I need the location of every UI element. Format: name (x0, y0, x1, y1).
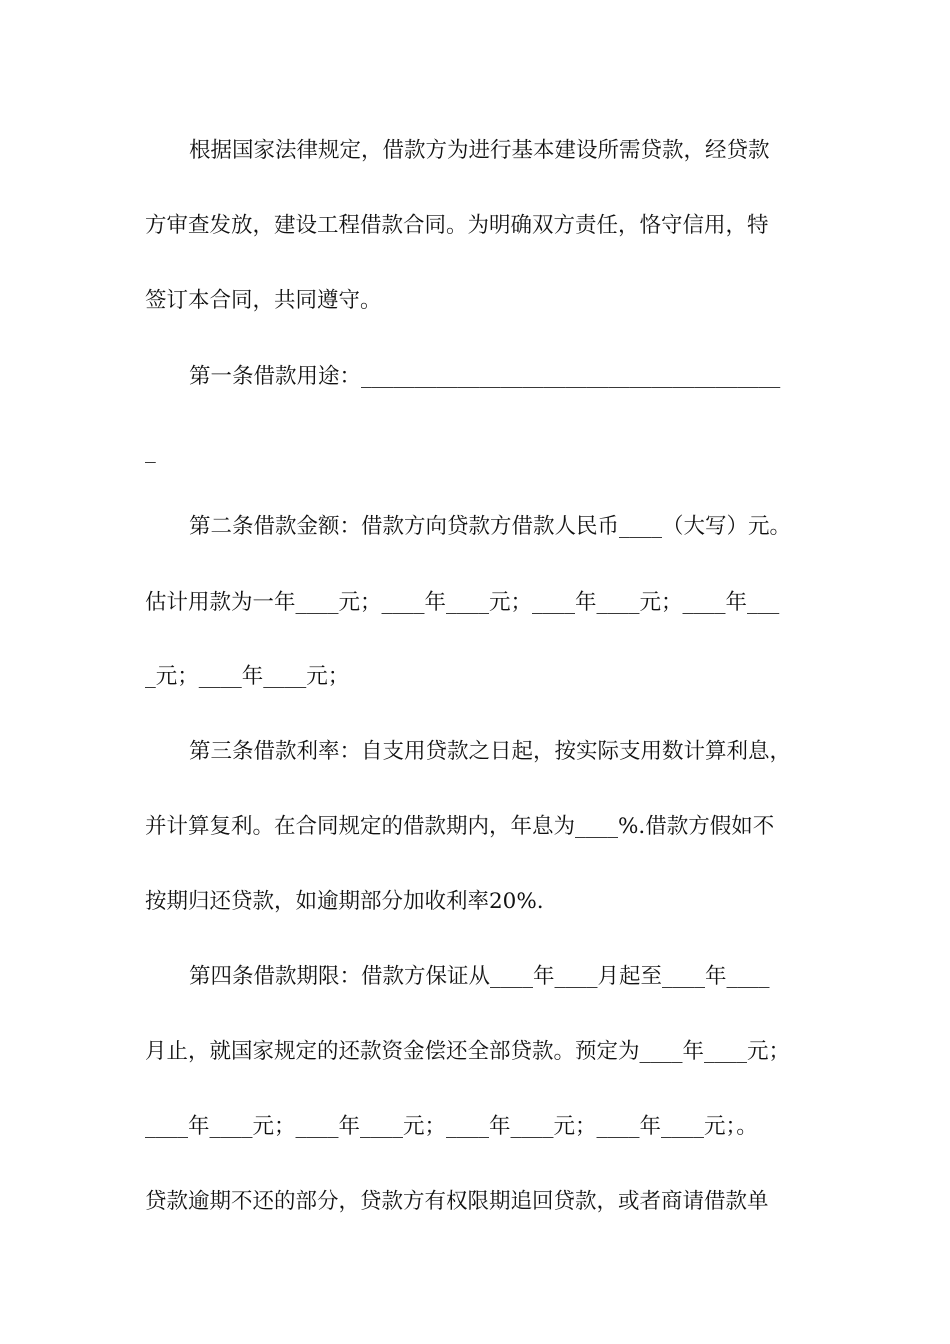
paragraph-intro-line-3: 签订本合同，共同遵守。 (145, 288, 382, 313)
article-4-line-4: 贷款逾期不还的部分，贷款方有权限期追回贷款，或者商请借款单 (145, 1189, 769, 1214)
article-2-line-3: _元；____年____元； (145, 664, 350, 689)
article-3-line-2: 并计算复利。在合同规定的借款期内，年息为____%.借款方假如不 (145, 814, 775, 839)
article-1-line-2: _ (145, 439, 156, 464)
paragraph-intro-line-2: 方审查发放，建设工程借款合同。为明确双方责任，恪守信用，特 (145, 213, 769, 238)
article-2-line-1: 第二条借款金额：借款方向贷款方借款人民币____（大写）元。 (189, 514, 792, 539)
paragraph-intro-line-1: 根据国家法律规定，借款方为进行基本建设所需贷款，经贷款 (189, 138, 770, 163)
article-4-line-1: 第四条借款期限：借款方保证从____年____月起至____年____ (189, 964, 770, 989)
article-4-line-2: 月止，就国家规定的还款资金偿还全部贷款。预定为____年____元； (145, 1039, 791, 1064)
article-3-line-3: 按期归还贷款，如逾期部分加收利率20%. (145, 889, 544, 914)
article-3-line-1: 第三条借款利率：自支用贷款之日起，按实际支用数计算利息， (189, 739, 792, 764)
article-1-line-1: 第一条借款用途：_______________________________________ (189, 364, 781, 389)
article-2-line-2: 估计用款为一年____元；____年____元；____年____元；____年___ (145, 590, 780, 615)
article-4-line-3: ____年____元；____年____元；____年____元；____年____元；。 (145, 1114, 758, 1139)
